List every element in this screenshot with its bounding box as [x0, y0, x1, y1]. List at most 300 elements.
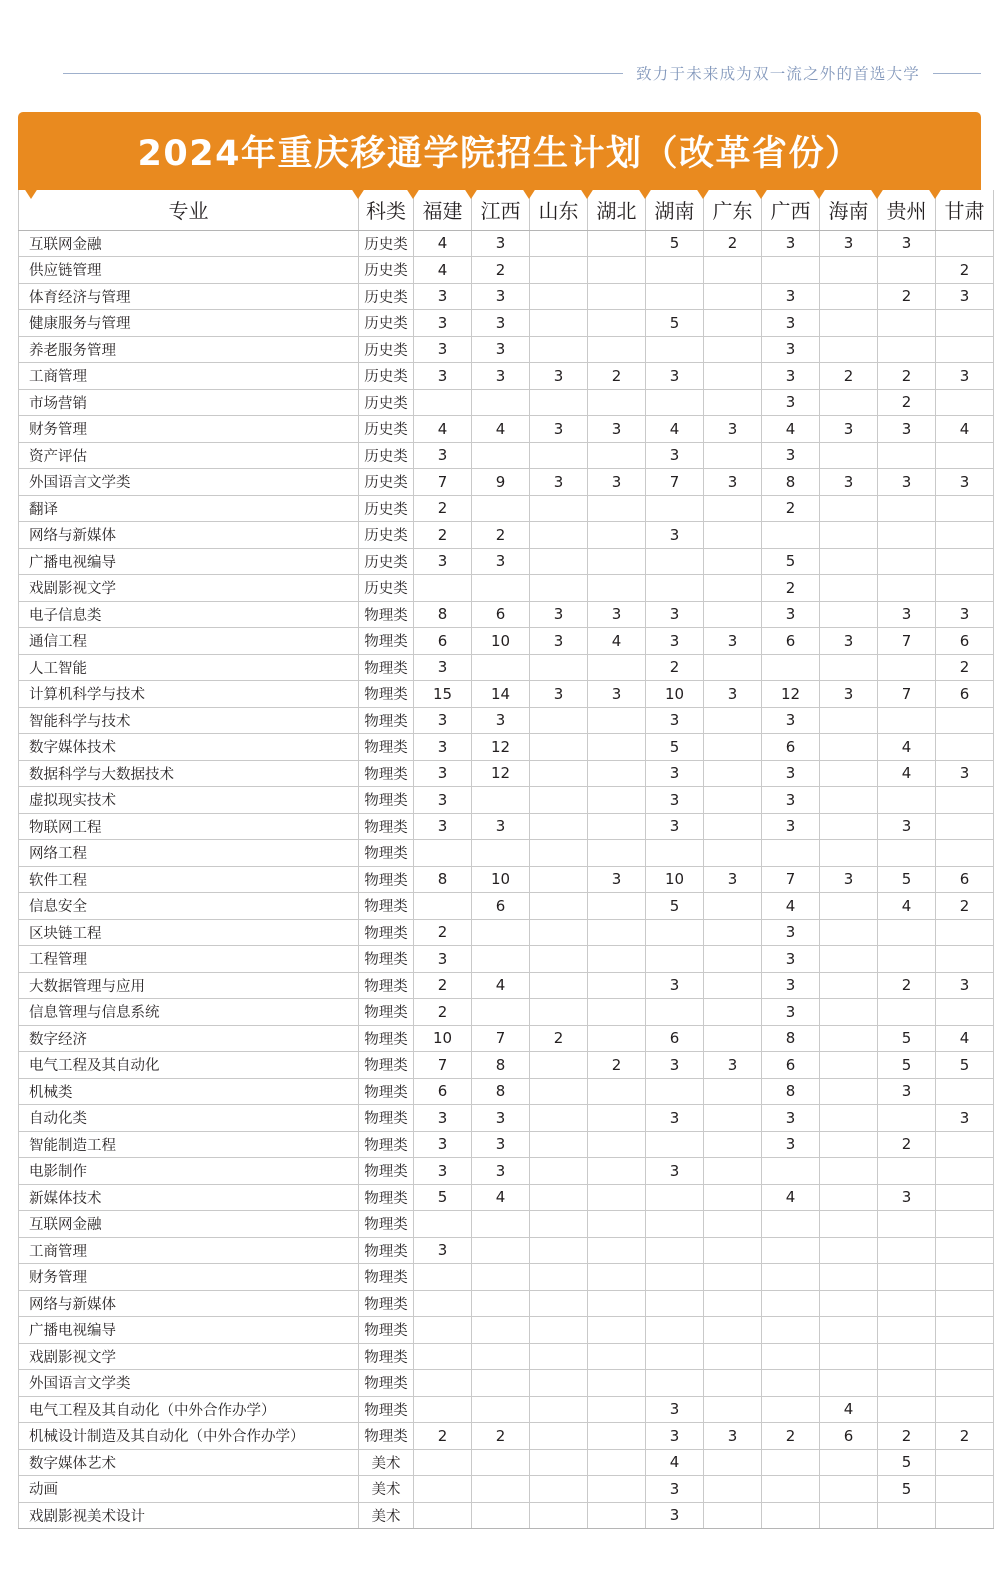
cell-quota-3 [530, 1343, 588, 1370]
cell-quota-4 [588, 1131, 646, 1158]
cell-quota-8 [820, 1158, 878, 1185]
cell-quota-7: 3 [762, 787, 820, 814]
cell-quota-9 [878, 442, 936, 469]
cell-quota-10: 2 [936, 1423, 994, 1450]
cell-quota-7: 3 [762, 760, 820, 787]
cell-quota-1 [414, 893, 472, 920]
cell-quota-1: 2 [414, 972, 472, 999]
cell-quota-9: 4 [878, 734, 936, 761]
cell-category: 历史类 [359, 336, 414, 363]
cell-quota-8 [820, 1290, 878, 1317]
cell-major: 互联网金融 [19, 230, 359, 257]
cell-quota-10 [936, 442, 994, 469]
admission-plan-table [18, 190, 994, 1529]
cell-quota-8 [820, 999, 878, 1026]
cell-quota-5: 4 [646, 1449, 704, 1476]
cell-major: 工商管理 [19, 363, 359, 390]
cell-quota-8 [820, 1025, 878, 1052]
cell-quota-5 [646, 840, 704, 867]
cell-quota-9: 3 [878, 813, 936, 840]
cell-major: 市场营销 [19, 389, 359, 416]
cell-quota-5: 3 [646, 1105, 704, 1132]
cell-quota-8 [820, 442, 878, 469]
cell-quota-1: 3 [414, 1158, 472, 1185]
cell-quota-7 [762, 1237, 820, 1264]
cell-quota-9: 3 [878, 1184, 936, 1211]
cell-quota-8 [820, 283, 878, 310]
cell-quota-3 [530, 1396, 588, 1423]
cell-quota-5: 2 [646, 654, 704, 681]
cell-quota-8 [820, 787, 878, 814]
cell-quota-1: 3 [414, 760, 472, 787]
admission-plan-card [18, 112, 985, 1529]
cell-quota-8 [820, 1476, 878, 1503]
cell-quota-10: 6 [936, 866, 994, 893]
cell-quota-5 [646, 1264, 704, 1291]
cell-quota-4 [588, 999, 646, 1026]
cell-quota-9: 5 [878, 1449, 936, 1476]
cell-major: 财务管理 [19, 416, 359, 443]
cell-quota-6: 3 [704, 628, 762, 655]
cell-quota-9 [878, 257, 936, 284]
cell-quota-3 [530, 734, 588, 761]
cell-quota-1: 3 [414, 813, 472, 840]
cell-quota-1: 2 [414, 495, 472, 522]
cell-quota-6 [704, 1449, 762, 1476]
cell-quota-6 [704, 1502, 762, 1529]
cell-quota-5: 5 [646, 230, 704, 257]
cell-quota-8: 2 [820, 363, 878, 390]
cell-quota-6 [704, 548, 762, 575]
cell-quota-6: 3 [704, 469, 762, 496]
cell-quota-6 [704, 601, 762, 628]
cell-quota-10 [936, 946, 994, 973]
cell-quota-8 [820, 495, 878, 522]
cell-quota-5: 3 [646, 1052, 704, 1079]
cell-quota-7: 3 [762, 442, 820, 469]
cell-major: 数字经济 [19, 1025, 359, 1052]
cell-quota-1: 6 [414, 628, 472, 655]
cell-quota-9: 2 [878, 1131, 936, 1158]
cell-quota-1: 2 [414, 919, 472, 946]
cell-quota-10 [936, 1476, 994, 1503]
cell-quota-5: 10 [646, 681, 704, 708]
cell-major: 计算机科学与技术 [19, 681, 359, 708]
cell-quota-10 [936, 1502, 994, 1529]
cell-quota-8 [820, 1237, 878, 1264]
cell-quota-6 [704, 1184, 762, 1211]
cell-category: 物理类 [359, 1396, 414, 1423]
table-row [19, 1158, 994, 1185]
column-header-province-10: 贵州 [878, 190, 936, 230]
cell-quota-10: 6 [936, 681, 994, 708]
table-row [19, 1264, 994, 1291]
cell-quota-5 [646, 548, 704, 575]
cell-quota-2: 8 [472, 1052, 530, 1079]
cell-quota-8 [820, 813, 878, 840]
table-row [19, 999, 994, 1026]
cell-category: 物理类 [359, 1131, 414, 1158]
cell-quota-3 [530, 866, 588, 893]
cell-category: 物理类 [359, 1158, 414, 1185]
cell-quota-8 [820, 1264, 878, 1291]
cell-quota-1: 3 [414, 654, 472, 681]
table-row [19, 946, 994, 973]
cell-quota-8: 3 [820, 628, 878, 655]
table-row [19, 1184, 994, 1211]
cell-category: 物理类 [359, 893, 414, 920]
cell-quota-3 [530, 919, 588, 946]
table-row [19, 628, 994, 655]
cell-quota-8: 6 [820, 1423, 878, 1450]
cell-major: 供应链管理 [19, 257, 359, 284]
table-row [19, 840, 994, 867]
cell-quota-7: 3 [762, 972, 820, 999]
cell-quota-4 [588, 1290, 646, 1317]
cell-quota-4 [588, 813, 646, 840]
cell-major: 工商管理 [19, 1237, 359, 1264]
cell-category: 物理类 [359, 866, 414, 893]
cell-quota-2: 4 [472, 972, 530, 999]
cell-quota-8 [820, 522, 878, 549]
cell-quota-9 [878, 1158, 936, 1185]
cell-category: 历史类 [359, 416, 414, 443]
cell-quota-3: 2 [530, 1025, 588, 1052]
cell-category: 历史类 [359, 230, 414, 257]
cell-quota-1: 4 [414, 230, 472, 257]
cell-category: 物理类 [359, 946, 414, 973]
cell-quota-7 [762, 1502, 820, 1529]
cell-category: 物理类 [359, 1105, 414, 1132]
banner-rule-left [63, 73, 623, 74]
cell-quota-1 [414, 1370, 472, 1397]
cell-quota-2: 3 [472, 548, 530, 575]
cell-quota-3 [530, 1264, 588, 1291]
cell-quota-6 [704, 257, 762, 284]
table-row [19, 1370, 994, 1397]
table-row [19, 1237, 994, 1264]
cell-quota-5: 3 [646, 628, 704, 655]
cell-quota-2: 8 [472, 1078, 530, 1105]
cell-quota-1: 3 [414, 707, 472, 734]
cell-quota-7: 3 [762, 336, 820, 363]
cell-quota-10: 2 [936, 893, 994, 920]
cell-quota-8 [820, 336, 878, 363]
cell-quota-1 [414, 389, 472, 416]
cell-quota-4 [588, 575, 646, 602]
cell-major: 电影制作 [19, 1158, 359, 1185]
cell-quota-1: 4 [414, 257, 472, 284]
cell-category: 物理类 [359, 1423, 414, 1450]
cell-quota-7: 3 [762, 1131, 820, 1158]
cell-quota-5: 6 [646, 1025, 704, 1052]
cell-quota-10 [936, 707, 994, 734]
cell-quota-4 [588, 1423, 646, 1450]
cell-quota-8 [820, 1370, 878, 1397]
cell-quota-7: 3 [762, 389, 820, 416]
cell-category: 美术 [359, 1502, 414, 1529]
cell-quota-10 [936, 813, 994, 840]
cell-quota-3: 3 [530, 681, 588, 708]
cell-quota-2: 3 [472, 1131, 530, 1158]
cell-quota-4 [588, 840, 646, 867]
column-header-province-11: 甘肃 [936, 190, 994, 230]
cell-quota-6 [704, 946, 762, 973]
table-row [19, 707, 994, 734]
cell-quota-5 [646, 919, 704, 946]
cell-quota-4 [588, 442, 646, 469]
cell-quota-6: 3 [704, 416, 762, 443]
cell-quota-5: 3 [646, 1158, 704, 1185]
cell-quota-7 [762, 1449, 820, 1476]
cell-quota-5: 3 [646, 1502, 704, 1529]
cell-category: 物理类 [359, 813, 414, 840]
table-row [19, 1105, 994, 1132]
cell-quota-5: 5 [646, 734, 704, 761]
cell-quota-10 [936, 1131, 994, 1158]
cell-quota-10 [936, 336, 994, 363]
cell-quota-10: 3 [936, 283, 994, 310]
table-row [19, 575, 994, 602]
cell-quota-7: 3 [762, 363, 820, 390]
cell-quota-3 [530, 1290, 588, 1317]
cell-quota-9 [878, 707, 936, 734]
column-header-province-5: 湖北 [588, 190, 646, 230]
cell-quota-9 [878, 1396, 936, 1423]
cell-quota-5: 3 [646, 522, 704, 549]
table-row [19, 787, 994, 814]
cell-quota-1 [414, 1211, 472, 1238]
cell-quota-6 [704, 575, 762, 602]
cell-quota-5: 7 [646, 469, 704, 496]
cell-quota-7 [762, 840, 820, 867]
cell-category: 历史类 [359, 363, 414, 390]
table-row [19, 310, 994, 337]
cell-major: 戏剧影视美术设计 [19, 1502, 359, 1529]
cell-quota-9: 2 [878, 389, 936, 416]
cell-category: 历史类 [359, 283, 414, 310]
table-header [19, 190, 994, 230]
cell-major: 电子信息类 [19, 601, 359, 628]
cell-quota-2: 3 [472, 1105, 530, 1132]
cell-major: 广播电视编导 [19, 548, 359, 575]
cell-quota-5: 10 [646, 866, 704, 893]
cell-quota-4 [588, 495, 646, 522]
cell-major: 健康服务与管理 [19, 310, 359, 337]
cell-quota-4 [588, 1476, 646, 1503]
cell-quota-5: 5 [646, 893, 704, 920]
cell-category: 历史类 [359, 548, 414, 575]
cell-quota-8 [820, 575, 878, 602]
column-header-province-9: 海南 [820, 190, 878, 230]
cell-quota-10 [936, 575, 994, 602]
cell-quota-7: 8 [762, 1025, 820, 1052]
cell-category: 历史类 [359, 310, 414, 337]
cell-major: 翻译 [19, 495, 359, 522]
cell-quota-5 [646, 1211, 704, 1238]
cell-quota-1 [414, 575, 472, 602]
table-row [19, 972, 994, 999]
cell-quota-9 [878, 548, 936, 575]
cell-major: 工程管理 [19, 946, 359, 973]
cell-quota-6 [704, 919, 762, 946]
cell-major: 信息管理与信息系统 [19, 999, 359, 1026]
cell-quota-9 [878, 495, 936, 522]
cell-quota-6: 3 [704, 1052, 762, 1079]
cell-quota-2 [472, 1370, 530, 1397]
cell-quota-1: 8 [414, 601, 472, 628]
cell-quota-6 [704, 363, 762, 390]
cell-quota-7 [762, 1343, 820, 1370]
cell-quota-9 [878, 1290, 936, 1317]
table-row [19, 654, 994, 681]
cell-quota-10: 4 [936, 416, 994, 443]
table-row [19, 230, 994, 257]
cell-quota-5 [646, 1343, 704, 1370]
cell-quota-2 [472, 1343, 530, 1370]
cell-quota-6 [704, 840, 762, 867]
cell-quota-6 [704, 999, 762, 1026]
cell-quota-9 [878, 575, 936, 602]
cell-quota-9: 2 [878, 363, 936, 390]
cell-quota-3 [530, 1237, 588, 1264]
cell-quota-7: 2 [762, 1423, 820, 1450]
cell-category: 历史类 [359, 389, 414, 416]
cell-quota-10 [936, 840, 994, 867]
page-title: 2024年重庆移通学院招生计划（改革省份） [137, 134, 862, 174]
cell-quota-8: 3 [820, 681, 878, 708]
cell-quota-10 [936, 1264, 994, 1291]
cell-quota-8 [820, 257, 878, 284]
cell-quota-9 [878, 1502, 936, 1529]
cell-quota-7 [762, 654, 820, 681]
cell-quota-7: 4 [762, 1184, 820, 1211]
cell-quota-4 [588, 1370, 646, 1397]
cell-quota-3 [530, 336, 588, 363]
cell-quota-4: 3 [588, 601, 646, 628]
table-row [19, 1343, 994, 1370]
cell-quota-10 [936, 522, 994, 549]
cell-quota-9: 3 [878, 601, 936, 628]
cell-quota-6 [704, 310, 762, 337]
cell-quota-1: 8 [414, 866, 472, 893]
cell-quota-1: 3 [414, 310, 472, 337]
cell-quota-4 [588, 1078, 646, 1105]
cell-quota-8 [820, 734, 878, 761]
cell-quota-9: 2 [878, 1423, 936, 1450]
cell-quota-5: 3 [646, 1476, 704, 1503]
cell-quota-5: 3 [646, 1423, 704, 1450]
cell-quota-2 [472, 1502, 530, 1529]
cell-quota-2: 3 [472, 336, 530, 363]
cell-quota-6 [704, 1370, 762, 1397]
cell-quota-6 [704, 336, 762, 363]
cell-quota-6 [704, 707, 762, 734]
cell-quota-6 [704, 1290, 762, 1317]
cell-quota-5 [646, 1078, 704, 1105]
cell-quota-6 [704, 1237, 762, 1264]
cell-quota-7: 2 [762, 495, 820, 522]
cell-quota-2 [472, 999, 530, 1026]
cell-quota-2: 14 [472, 681, 530, 708]
cell-quota-8 [820, 919, 878, 946]
table-row [19, 389, 994, 416]
cell-quota-2 [472, 787, 530, 814]
cell-quota-3 [530, 1423, 588, 1450]
cell-category: 物理类 [359, 681, 414, 708]
cell-quota-8 [820, 893, 878, 920]
cell-quota-9 [878, 1343, 936, 1370]
cell-quota-3 [530, 442, 588, 469]
cell-quota-3 [530, 230, 588, 257]
cell-quota-9 [878, 1211, 936, 1238]
cell-quota-10 [936, 1343, 994, 1370]
cell-major: 机械设计制造及其自动化（中外合作办学） [19, 1423, 359, 1450]
cell-quota-8 [820, 1184, 878, 1211]
table-row [19, 1211, 994, 1238]
cell-quota-9: 2 [878, 972, 936, 999]
cell-category: 物理类 [359, 787, 414, 814]
column-header-province-6: 湖南 [646, 190, 704, 230]
cell-quota-1: 2 [414, 1423, 472, 1450]
cell-quota-4 [588, 893, 646, 920]
cell-quota-9: 5 [878, 866, 936, 893]
cell-quota-7: 3 [762, 707, 820, 734]
cell-quota-2: 12 [472, 760, 530, 787]
table-row [19, 1052, 994, 1079]
cell-quota-4 [588, 257, 646, 284]
cell-quota-6 [704, 1025, 762, 1052]
cell-quota-6 [704, 283, 762, 310]
cell-quota-6 [704, 442, 762, 469]
cell-quota-10 [936, 1078, 994, 1105]
cell-quota-6 [704, 1343, 762, 1370]
cell-quota-8 [820, 1078, 878, 1105]
cell-quota-2: 9 [472, 469, 530, 496]
cell-quota-4 [588, 1211, 646, 1238]
cell-quota-3 [530, 946, 588, 973]
cell-quota-10 [936, 999, 994, 1026]
cell-major: 数据科学与大数据技术 [19, 760, 359, 787]
cell-quota-4 [588, 1025, 646, 1052]
cell-quota-8 [820, 1317, 878, 1344]
table-row [19, 336, 994, 363]
cell-quota-10 [936, 1396, 994, 1423]
cell-major: 互联网金融 [19, 1211, 359, 1238]
cell-category: 物理类 [359, 1317, 414, 1344]
cell-quota-8: 3 [820, 866, 878, 893]
cell-quota-10 [936, 734, 994, 761]
cell-quota-8 [820, 1502, 878, 1529]
cell-major: 智能制造工程 [19, 1131, 359, 1158]
cell-quota-8 [820, 946, 878, 973]
cell-quota-10: 4 [936, 1025, 994, 1052]
cell-quota-8 [820, 972, 878, 999]
cell-major: 区块链工程 [19, 919, 359, 946]
cell-quota-3 [530, 972, 588, 999]
cell-major: 戏剧影视文学 [19, 1343, 359, 1370]
cell-category: 历史类 [359, 575, 414, 602]
cell-quota-5: 4 [646, 416, 704, 443]
table-row [19, 1025, 994, 1052]
cell-quota-6: 2 [704, 230, 762, 257]
cell-quota-10 [936, 548, 994, 575]
table-row [19, 442, 994, 469]
title-bar [18, 112, 981, 190]
cell-quota-7 [762, 1290, 820, 1317]
cell-quota-4 [588, 336, 646, 363]
cell-quota-4 [588, 919, 646, 946]
